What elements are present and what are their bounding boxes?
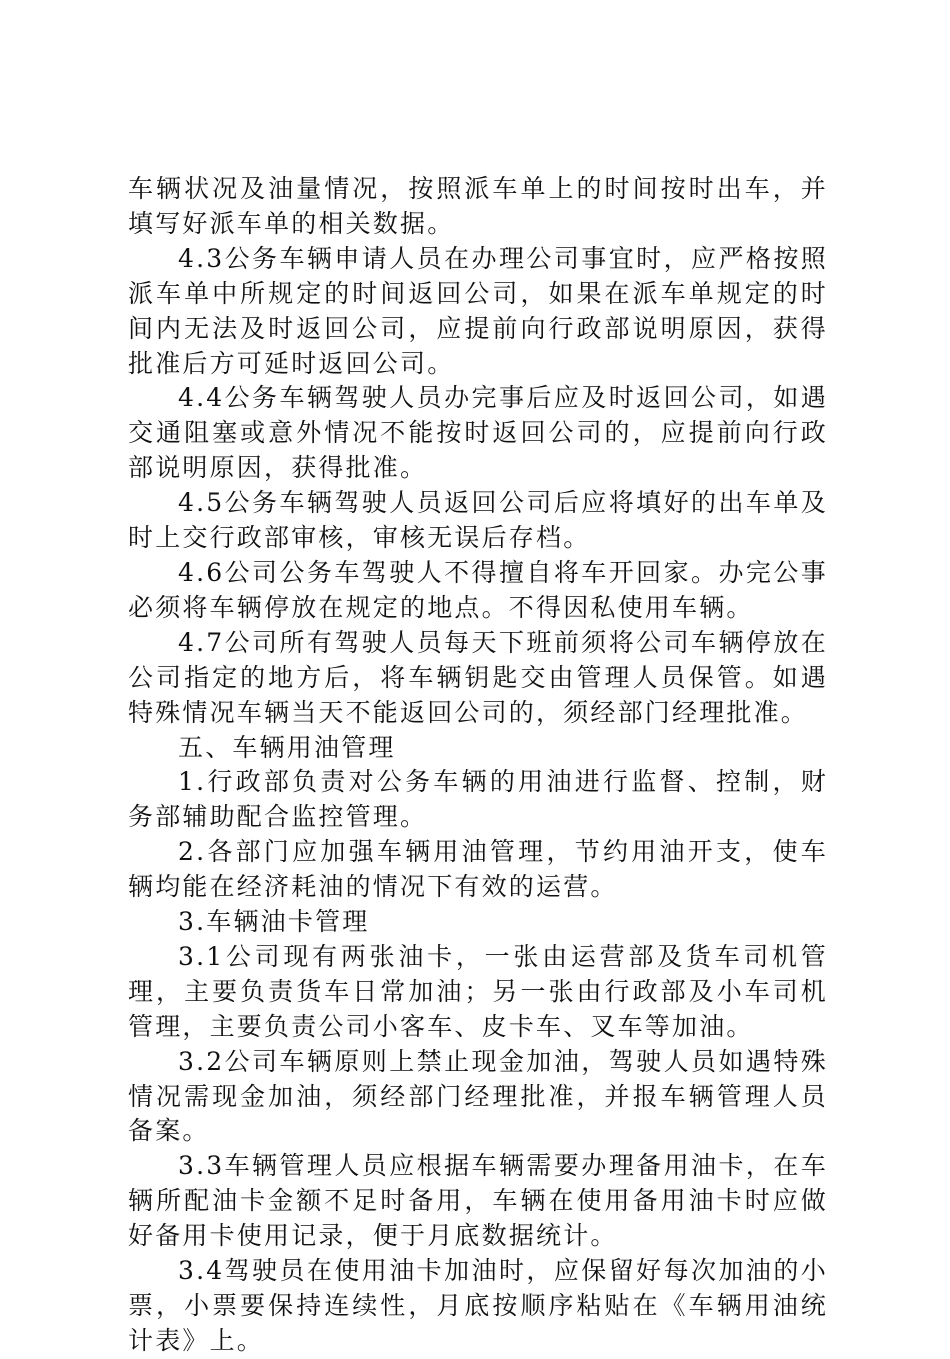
paragraph: 3.4驾驶员在使用油卡加油时，应保留好每次加油的小票，小票要保持连续性，月底按顺序粘贴在《车辆用油统计表》上。	[128, 1256, 828, 1355]
paragraph: 1.行政部负责对公务车辆的用油进行监督、控制，财务部辅助配合监控管理。	[128, 767, 828, 832]
section-heading: 五、车辆用油管理	[178, 732, 396, 762]
subsection-heading: 3.车辆油卡管理	[178, 907, 370, 937]
paragraph: 3.3车辆管理人员应根据车辆需要办理备用油卡，在车辆所配油卡金额不足时备用，车辆在使用备用油卡时应做好备用卡使用记录，便于月底数据统计。	[128, 1151, 828, 1251]
paragraph: 4.7公司所有驾驶人员每天下班前须将公司车辆停放在公司指定的地方后，将车辆钥匙交由管理人员保管。如遇特殊情况车辆当天不能返回公司的，须经部门经理批准。	[128, 627, 828, 727]
document-body	[128, 172, 828, 1359]
paragraph: 3.1公司现有两张油卡，一张由运营部及货车司机管理，主要负责货车日常加油；另一张由行政部及小车司机管理，主要负责公司小客车、皮卡车、叉车等加油。	[128, 941, 828, 1041]
paragraph: 车辆状况及油量情况，按照派车单上的时间按时出车，并填写好派车单的相关数据。	[128, 174, 828, 238]
paragraph: 3.2公司车辆原则上禁止现金加油，驾驶人员如遇特殊情况需现金加油，须经部门经理批准，并报车辆管理人员备案。	[128, 1046, 828, 1146]
paragraph: 4.5公务车辆驾驶人员返回公司后应将填好的出车单及时上交行政部审核，审核无误后存档。	[128, 488, 828, 553]
paragraph: 4.3公务车辆申请人员在办理公司事宜时，应严格按照派车单中所规定的时间返回公司，如果在派车单规定的时间内无法及时返回公司，应提前向行政部说明原因，获得批准后方可延时返回公司。	[128, 243, 828, 378]
paragraph: 2.各部门应加强车辆用油管理，节约用油开支，使车辆均能在经济耗油的情况下有效的运营。	[128, 837, 828, 902]
paragraph: 4.4公务车辆驾驶人员办完事后应及时返回公司，如遇交通阻塞或意外情况不能按时返回公司的，应提前向行政部说明原因，获得批准。	[128, 383, 828, 483]
paragraph: 4.6公司公务车驾驶人不得擅自将车开回家。办完公事必须将车辆停放在规定的地点。不得因私使用车辆。	[128, 557, 828, 622]
